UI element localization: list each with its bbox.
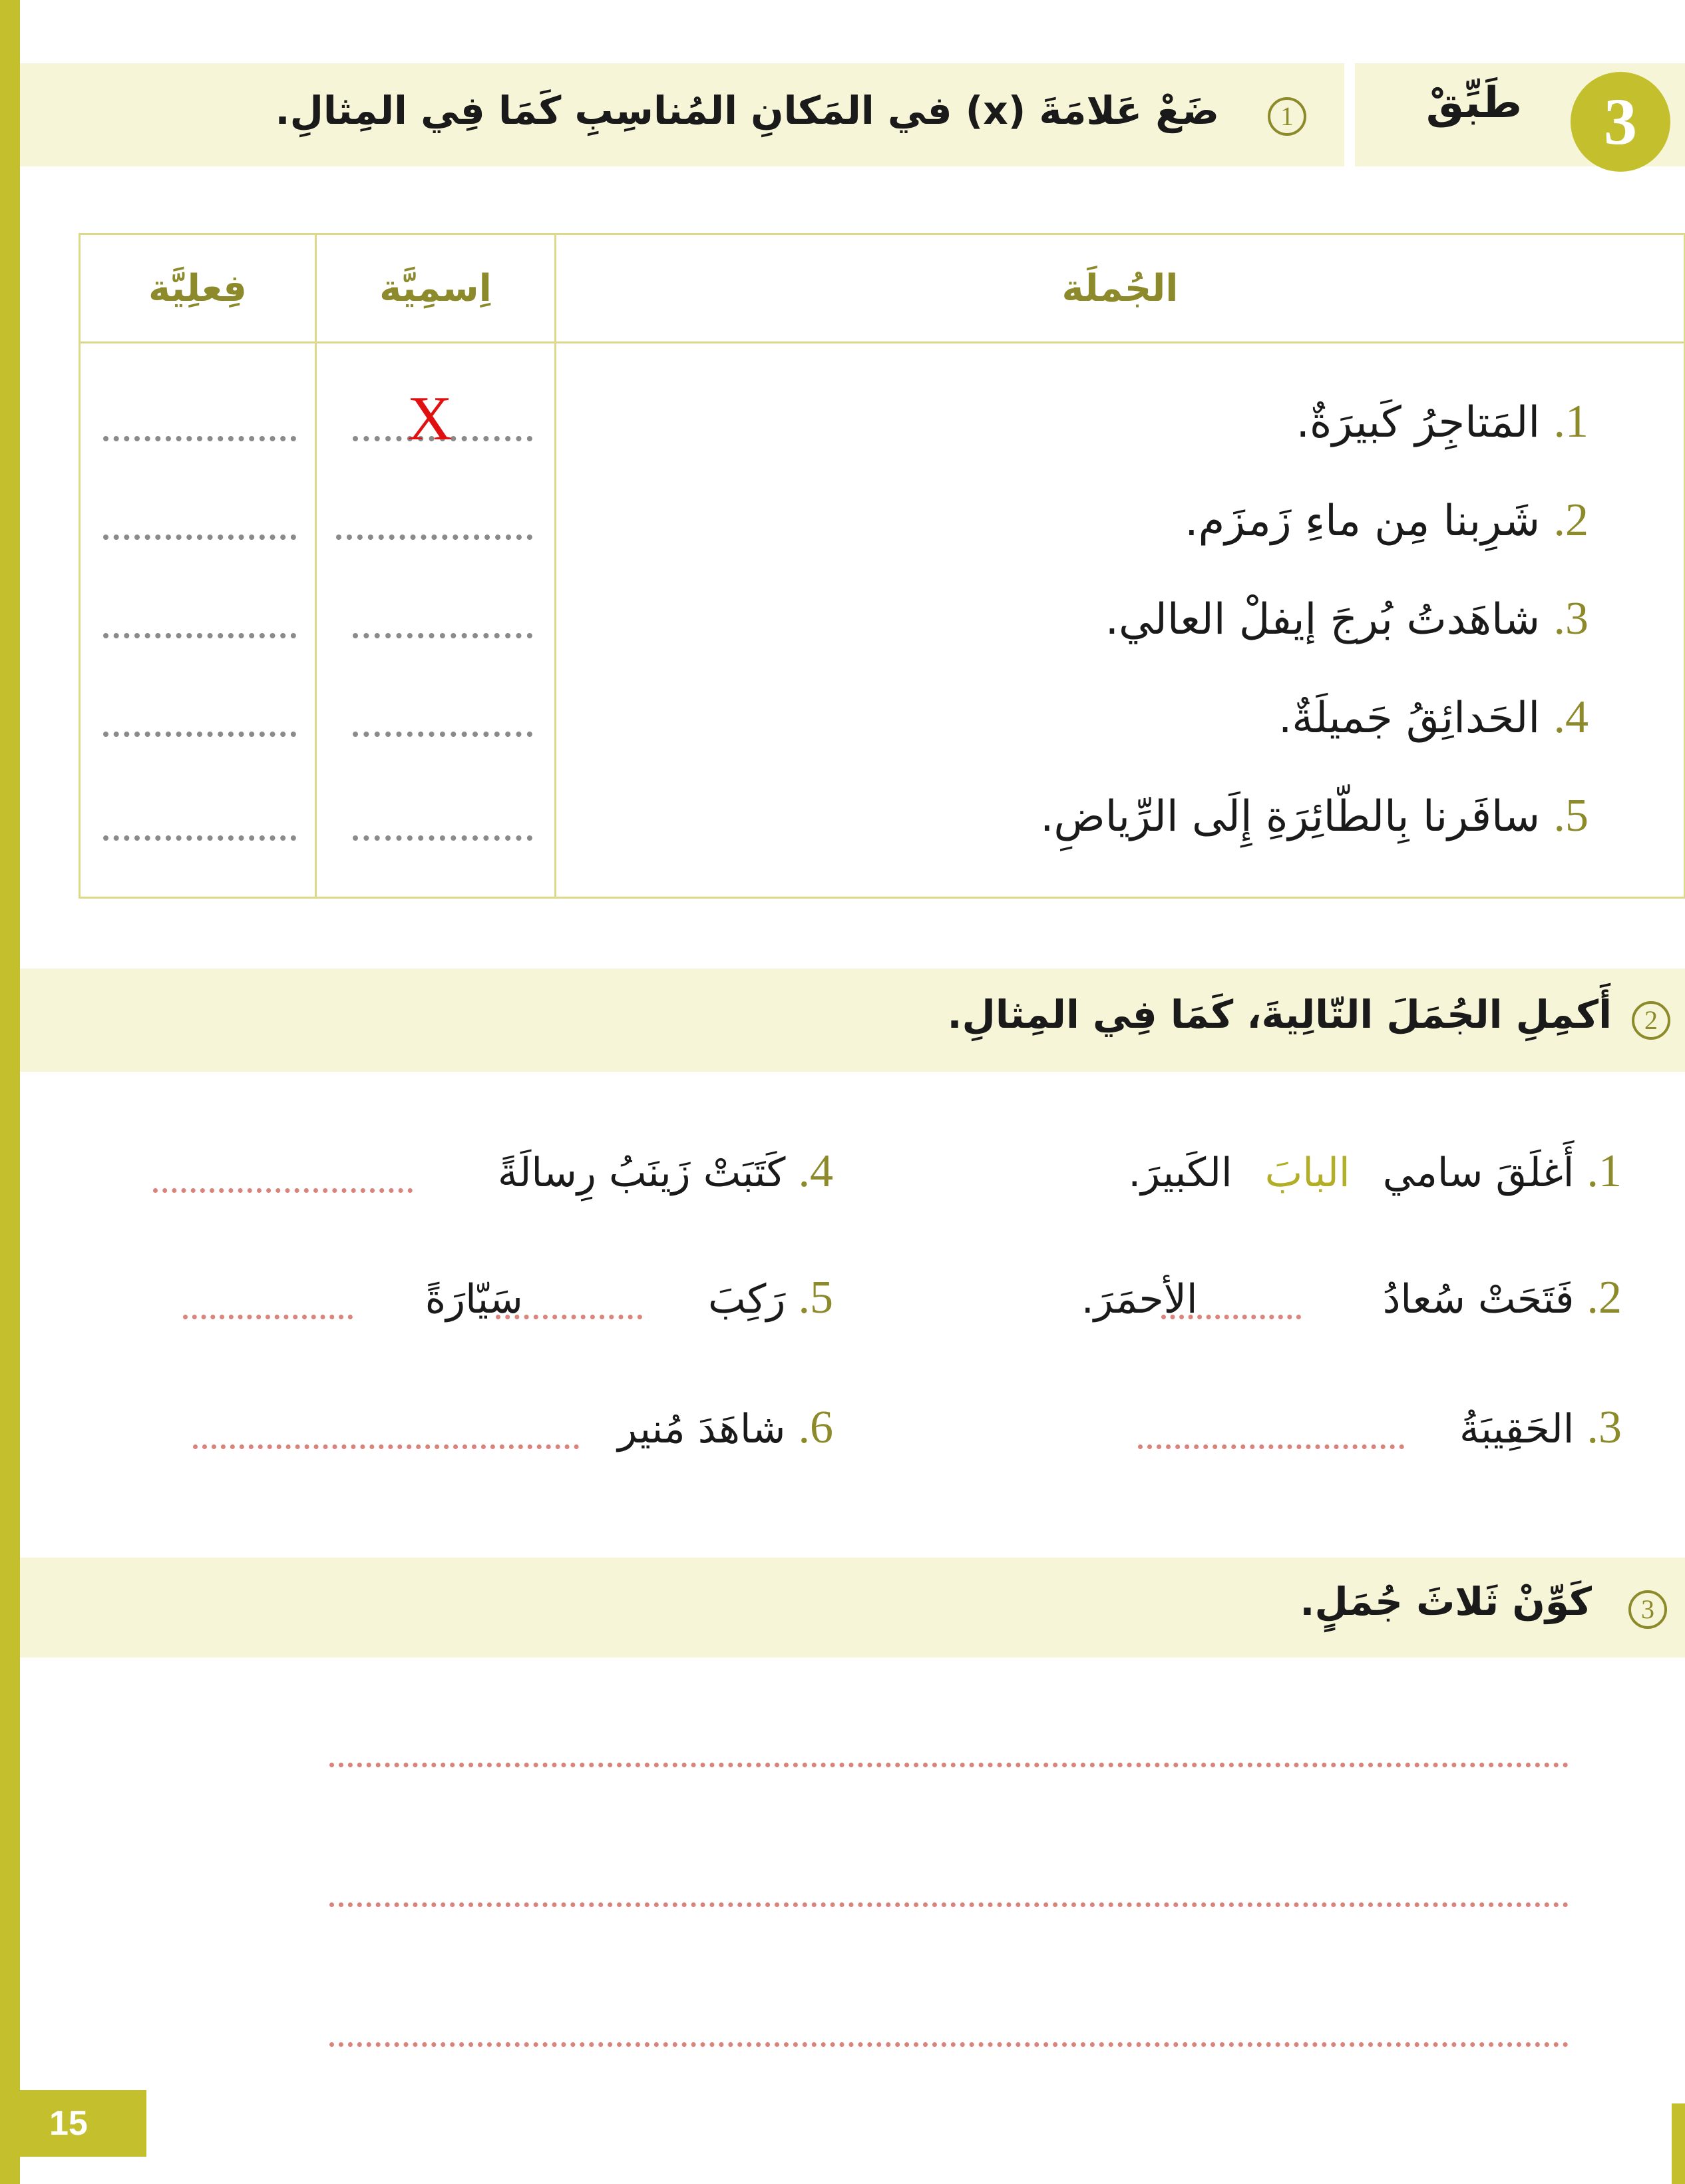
section-title: طَبِّقْ: [1425, 79, 1522, 128]
column-header-verbal: فِعلِيَّة: [80, 234, 316, 343]
completion-item-2: 2. فَتَحَتْ سُعادُ الأحمَرَ.: [1081, 1272, 1622, 1323]
answer-line-nominal-4[interactable]: [353, 732, 532, 737]
completion-item-6: 6. شاهَدَ مُنير: [618, 1402, 833, 1453]
exercise-3-instruction: كَوِّنْ ثَلاثَ جُمَلٍ.: [1300, 1579, 1592, 1624]
exercise-3-number: 3: [1628, 1590, 1667, 1629]
verbal-column: [80, 343, 316, 898]
completion-item-4: 4. كَتَبَتْ زَينَبُ رِسالَةً: [497, 1146, 833, 1197]
example-x-mark: X: [407, 384, 453, 453]
answer-line-nominal-3[interactable]: [353, 633, 532, 638]
writing-line-1[interactable]: [329, 1763, 1569, 1767]
list-item: 3. شاهَدتُ بُرجَ إيفلْ العالي.: [1105, 593, 1589, 644]
completion-item-3: 3. الحَقِيبَةُ: [1459, 1402, 1622, 1453]
sentence-list: [590, 373, 1589, 865]
left-color-strip: [0, 0, 20, 2184]
section-number-badge: 3: [1571, 72, 1670, 172]
list-item: 2. شَرِبنا مِن ماءِ زَمزَم.: [1185, 495, 1589, 546]
blank-line-4[interactable]: [153, 1188, 413, 1193]
writing-line-2[interactable]: [329, 1902, 1569, 1907]
completion-item-1: 1. أَغلَقَ سامي البابَ الكَبيرَ.: [1128, 1146, 1622, 1197]
answer-line-verbal-2[interactable]: [103, 535, 296, 540]
completion-item-5: 5. رَكِبَ سَيّارَةً: [425, 1272, 833, 1323]
example-filled-answer: البابَ: [1264, 1150, 1350, 1196]
right-edge-tab: [1672, 2103, 1685, 2184]
page-number: 15: [49, 2104, 88, 2143]
column-header-sentence: الجُملَة: [556, 234, 1685, 343]
list-item: 5. سافَرنا بِالطّائِرَةِ إِلَى الرِّياضِ.: [1040, 790, 1589, 841]
exercise-1-instruction: ضَعْ عَلامَةَ (x) في المَكانِ المُناسِبِ كَمَا فِي المِثالِ.: [275, 88, 1219, 133]
writing-line-3[interactable]: [329, 2042, 1569, 2047]
answer-line-nominal-2[interactable]: [336, 535, 532, 540]
blank-line-5a[interactable]: [496, 1315, 642, 1319]
answer-line-verbal-5[interactable]: [103, 835, 296, 841]
answer-line-verbal-3[interactable]: [103, 633, 296, 638]
blank-line-6[interactable]: [193, 1444, 579, 1449]
exercise-2-instruction: أَكمِلِ الجُمَلَ التّالِيةَ، كَمَا فِي المِثالِ.: [947, 992, 1612, 1037]
exercise-2-number: 2: [1632, 1001, 1670, 1040]
column-header-nominal: اِسمِيَّة: [316, 234, 556, 343]
answer-line-verbal-1[interactable]: [103, 436, 296, 441]
list-item: 4. الحَدائِقُ جَميلَةٌ.: [1278, 692, 1589, 743]
answer-line-verbal-4[interactable]: [103, 732, 296, 737]
blank-line-2[interactable]: [1161, 1315, 1301, 1319]
exercise-1-number: 1: [1268, 97, 1306, 136]
blank-line-3[interactable]: [1138, 1444, 1404, 1449]
list-item: 1. المَتاجِرُ كَبيرَةٌ.: [1296, 396, 1589, 447]
answer-line-nominal-5[interactable]: [353, 835, 532, 841]
blank-line-5b[interactable]: [183, 1315, 353, 1319]
page-number-box: [20, 2090, 146, 2157]
